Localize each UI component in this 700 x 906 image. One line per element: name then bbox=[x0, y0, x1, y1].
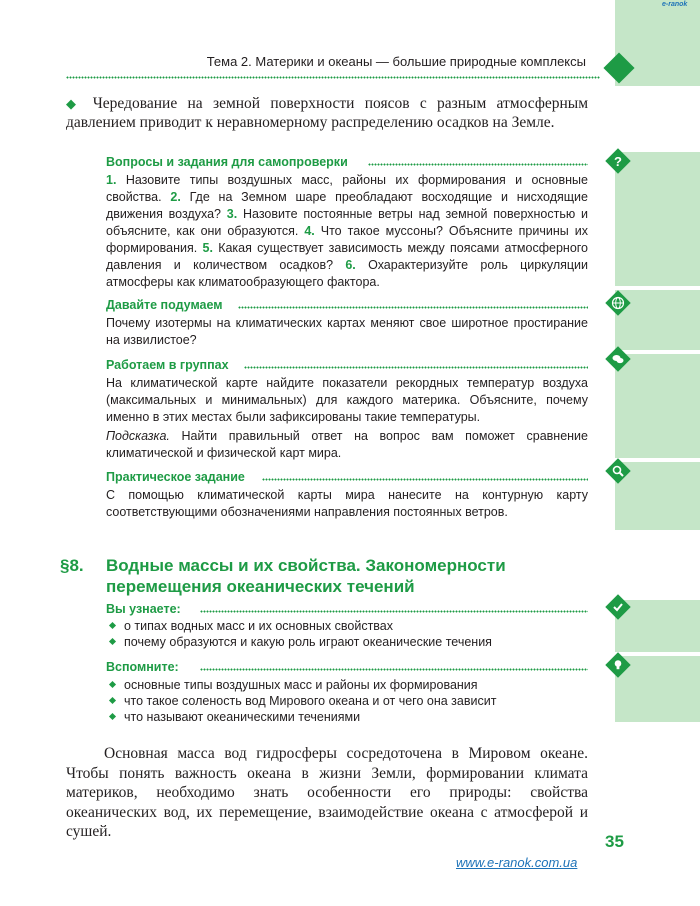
self-check-title: Вопросы и задания для самопроверки bbox=[106, 155, 348, 169]
page-number: 35 bbox=[605, 832, 624, 851]
paragraph-title-line2: перемещения океанических течений bbox=[106, 577, 415, 596]
groups-title: Работаем в группах bbox=[106, 358, 229, 372]
paragraph-title-line1: Водные массы и их свойства. Закономерности bbox=[106, 556, 506, 575]
paragraph-number: §8. bbox=[60, 556, 84, 575]
hint-text: Найти правильный ответ на вопрос вам поможет сравнение климатической и физической карт мира. bbox=[106, 429, 588, 460]
question-text: Что такое муссоны? Объясните причины их формирования. bbox=[106, 224, 588, 255]
checkmark-icon bbox=[605, 594, 631, 620]
discussion-icon bbox=[605, 346, 631, 372]
question-number: 6. bbox=[345, 258, 356, 272]
paragraph-heading bbox=[60, 555, 506, 597]
list-item bbox=[108, 618, 588, 634]
question-number: 2. bbox=[170, 190, 181, 204]
practice-title: Практическое задание bbox=[106, 470, 245, 484]
question-text: Назовите постоянные ветры над земной поверхностью и объясните, как они образуются. bbox=[106, 207, 588, 238]
main-text: Основная масса вод гидросферы сосредоточена в Мировом океане. Чтобы понять важность океана в жизни Земли, формировании климата материков, необходимо знать особенности его природы: свойства океанических вод, их перемещение, взаимодействие океана с атмосферой и сушей. bbox=[66, 745, 588, 840]
question-text: Охарактеризуйте роль циркуляции атмосферы как климатообразующего фактора. bbox=[106, 258, 588, 289]
question-text: Какая существует зависимость между поясами атмосферного давления и количеством осадков? bbox=[106, 241, 589, 272]
list-item bbox=[108, 677, 588, 693]
footer-link[interactable]: www.e-ranok.com.ua bbox=[456, 855, 578, 870]
think-text: Почему изотермы на климатических картах меняют свое широтное простирание на извилистое? bbox=[106, 316, 588, 347]
learn-list bbox=[108, 618, 588, 650]
practice-rule bbox=[262, 478, 588, 481]
practice-text: С помощью климатической карты мира нанесите на контурную карту соответствующими обозначениями направления постоянных ветров. bbox=[106, 488, 588, 519]
search-icon bbox=[605, 458, 631, 484]
groups-text: На климатической карте найдите показатели рекордных температур воздуха (максимальных и минимальных) для каждого материка. Объясните, почему именно в этих местах были зафиксированы такие температуры. bbox=[106, 376, 588, 424]
recall-rule bbox=[200, 668, 588, 671]
self-check-rule bbox=[368, 163, 588, 166]
question-text: Назовите типы воздушных масс, районы их формирования и основные свойства. bbox=[106, 173, 588, 204]
recall-list bbox=[108, 677, 588, 725]
question-number: 3. bbox=[226, 207, 238, 221]
recall-title: Вспомните: bbox=[106, 660, 179, 674]
list-item-text: о типах водных масс и их основных свойствах bbox=[124, 619, 394, 633]
diamond-bullet-icon bbox=[109, 638, 116, 645]
intro-paragraph bbox=[66, 94, 588, 132]
list-item bbox=[108, 709, 588, 725]
question-number: 5. bbox=[202, 241, 213, 255]
svg-text:?: ? bbox=[614, 154, 622, 169]
diamond-bullet-icon bbox=[109, 681, 116, 688]
question-number: 4. bbox=[304, 224, 315, 238]
groups-hint bbox=[106, 428, 588, 462]
think-rule bbox=[238, 306, 588, 309]
learn-title: Вы узнаете: bbox=[106, 602, 181, 616]
header-rule bbox=[66, 76, 600, 79]
list-item-text: что называют океаническими течениями bbox=[124, 710, 361, 724]
globe-icon bbox=[605, 290, 631, 316]
think-title: Давайте подумаем bbox=[106, 298, 223, 312]
lightbulb-icon bbox=[605, 652, 631, 678]
diamond-bullet-icon bbox=[109, 697, 116, 704]
list-item-text: основные типы воздушных масс и районы их формирования bbox=[124, 678, 478, 692]
question-number: 1. bbox=[106, 173, 117, 187]
page-header-title: Тема 2. Материки и океаны — большие природные комплексы bbox=[206, 54, 586, 69]
brand-logo: e-ranok bbox=[662, 1, 688, 8]
diamond-bullet-icon: ◆ bbox=[66, 96, 83, 111]
list-item-text: что такое соленость вод Мирового океана и от чего она зависит bbox=[124, 694, 497, 708]
intro-text: Чередование на земной поверхности поясов с разным атмосферным давлением приводит к неравномерному распределению осадков на Земле. bbox=[66, 95, 589, 131]
hint-label: Подсказка. bbox=[106, 429, 170, 443]
question-text: Где на Земном шаре преобладают восходящие и нисходящие движения воздуха? bbox=[106, 190, 588, 221]
list-item bbox=[108, 693, 588, 709]
self-check-questions bbox=[106, 172, 588, 291]
groups-rule bbox=[244, 366, 588, 369]
main-paragraph bbox=[66, 744, 588, 842]
diamond-bullet-icon bbox=[109, 622, 116, 629]
learn-rule bbox=[200, 610, 588, 613]
diamond-bullet-icon bbox=[109, 713, 116, 720]
list-item-text: почему образуются и какую роль играют океанические течения bbox=[124, 635, 492, 649]
list-item bbox=[108, 634, 588, 650]
question-icon bbox=[605, 148, 631, 174]
